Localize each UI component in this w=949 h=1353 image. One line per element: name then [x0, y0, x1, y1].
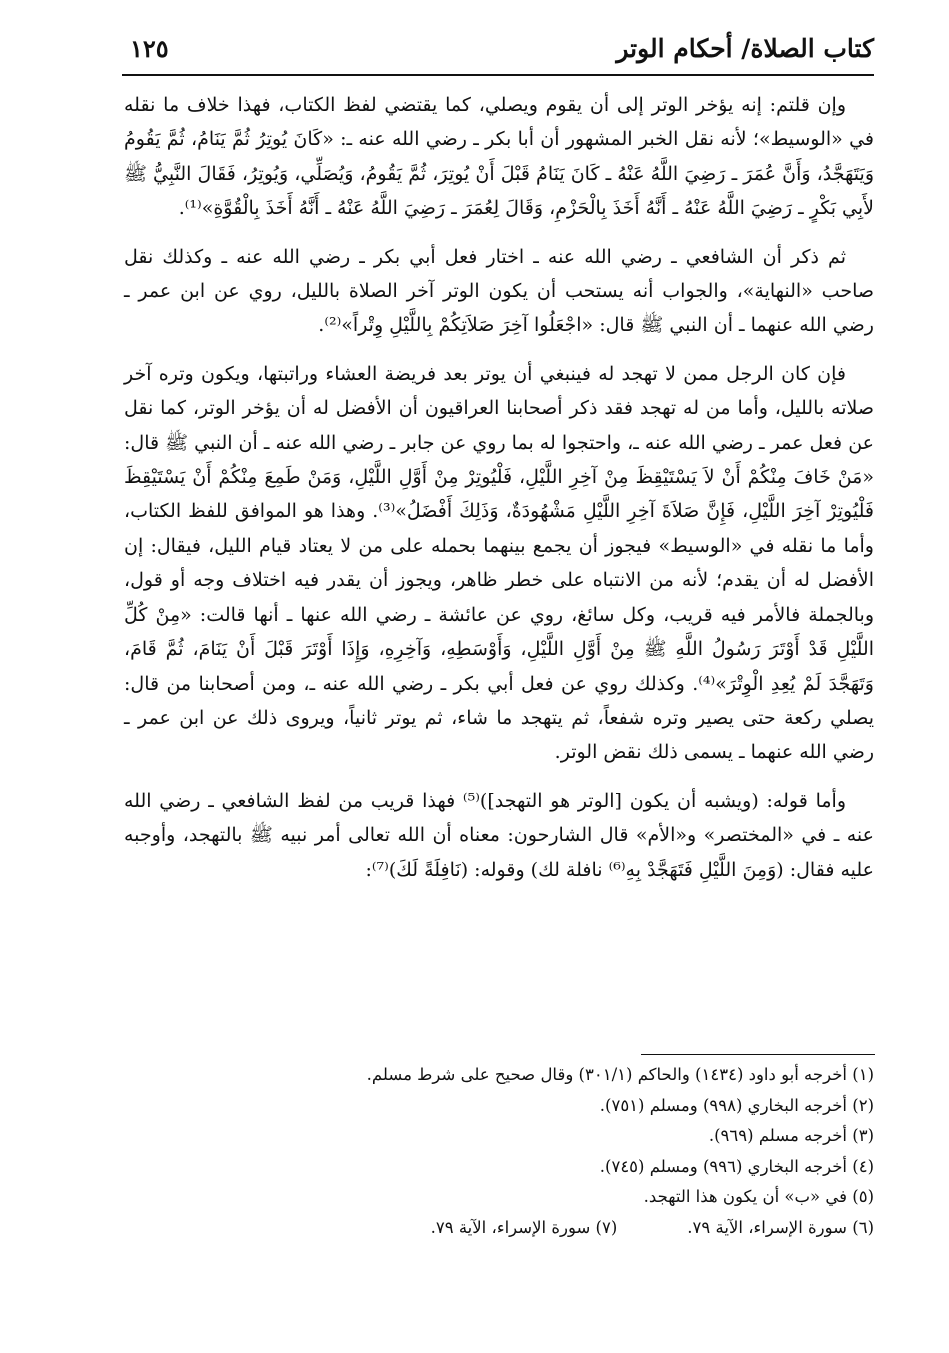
footnote-separator — [641, 1054, 875, 1055]
footnote-3: (٣) أخرجه مسلم (٩٦٩). — [708, 1126, 874, 1146]
footnotes — [124, 1060, 874, 1244]
footnote-4: (٤) أخرجه البخاري (٩٩٦) ومسلم (٧٤٥). — [599, 1156, 874, 1176]
footnote-row-6-7 — [124, 1213, 874, 1244]
footnote-2: (٢) أخرجه البخاري (٩٩٨) ومسلم (٧٥١). — [599, 1095, 874, 1115]
paragraph-2: ثم ذكر أن الشافعي ـ رضي الله عنه ـ اختار فعل أبي بكر ـ رضي الله عنه ـ وكذلك نقل صاحب «النهاية»، والجواب أنه يستحب أن يكون الوتر آخر الصلاة بالليل، روي عن ابن عمر ـ رضي الله عنهما ـ أن النبي ﷺ قال: «اجْعَلُوا آخِرَ صَلاَتِكُمْ بِاللَّيْلِ وِتْراً»⁽²⁾. — [124, 245, 874, 337]
footnote-6: (٦) سورة الإسراء، الآية ٧٩. — [687, 1217, 874, 1237]
paragraph-3: فإن كان الرجل ممن لا تهجد له فينبغي أن يوتر بعد فريضة العشاء وراتبتها، ويكون وتره آخر صلاته بالليل، وأما من له تهجد فقد ذكر أصحابنا العراقيون أن الأفضل له أن يؤخر الوتر، كما نقل عن فعل عمر ـ رضي الله عنه ـ، واحتجوا له بما روي عن جابر ـ رضي الله عنه ـ أن النبي ﷺ قال: «مَنْ خَافَ مِنْكُمْ أَنْ لاَ يَسْتَيْقِظَ مِنْ آخِرِ اللَّيْلِ، فَلْيُوتِرْ مِنْ أَوَّلِ اللَّيْلِ، وَمَنْ طَمِعَ مِنْكُمْ أَنْ يَسْتَيْقِظَ فَلْيُوتِرْ آخِرَ اللَّيْلِ، فَإِنَّ صَلاَةَ آخِرِ اللَّيْلِ مَشْهُودَةٌ، وَذَلِكَ أَفْضَلُ»⁽³⁾. وهذا هو الموافق للفظ الكتاب، وأما ما نقله في «الوسيط» فيجوز أن يجمع بينهما بحمله على من لا يعتاد قيام الليل، فيقال: إن الأفضل له أن يقدم؛ لأنه من الانتباه على خطر ظاهر، ويجوز أن يقدر فيه اختلاف وجه أو قول، وبالجملة فالأمر فيه قريب، وكل سائغ، روي عن عائشة ـ رضي الله عنها ـ أنها قالت: «مِنْ كُلِّ اللَّيْلِ قَدْ أَوْتَرَ رَسُولُ اللَّهِ ﷺ مِنْ أَوَّلِ اللَّيْلِ، وَأَوْسَطِهِ، وَآخِرِهِ، وَإِذَا أَوْتَرَ قَبْلَ أَنْ يَنَامَ، ثُمَّ قَامَ، وَتَهَجَّدَ لَمْ يُعِدِ الْوِتْرَ»⁽⁴⁾. وكذلك روي عن فعل أبي بكر ـ رضي الله عنه ـ، ومن أصحابنا من قال: يصلي ركعة حتى يصير وتره شفعاً، ثم يتهجد ما شاء، ثم يوتر ثانياً، ويروى ذلك عن ابن عمر ـ رضي الله عنهما ـ يسمى ذلك نقض الوتر. — [124, 362, 874, 764]
paragraph-4: وأما قوله: (ويشبه أن يكون [الوتر هو التهجد])⁽⁵⁾ فهذا قريب من لفظ الشافعي ـ رضي الله عنه ـ في «المختصر» و«الأم» قال الشارحون: معناه أن الله تعالى أمر نبيه ﷺ بالتهجد، وأوجبه عليه فقال: (وَمِنَ اللَّيْلِ فَتَهَجَّدْ بِهِ⁽⁶⁾ نافلة لك) وقوله: (نَافِلَةً لَكَ)⁽⁷⁾: — [124, 789, 874, 881]
footnote-1: (١) أخرجه أبو داود (١٤٣٤) والحاكم (٣٠١/١) وقال صحيح على شرط مسلم. — [366, 1065, 874, 1084]
footnote-7: (٧) سورة الإسراء، الآية ٧٩. — [430, 1217, 618, 1237]
running-header — [122, 30, 874, 76]
paragraph-1: وإن قلتم: إنه يؤخر الوتر إلى أن يقوم ويصلي، كما يقتضي لفظ الكتاب، فهذا خلاف ما نقله في «الوسيط»؛ لأنه نقل الخبر المشهور أن أبا بكر ـ رضي الله عنه ـ: «كَانَ يُوتِرُ ثُمَّ يَنَامُ، ثُمَّ يَقُومُ وَيَتَهَجَّدُ، وَأَنَّ عُمَرَ ـ رَضِيَ اللَّهُ عَنْهُ ـ كَانَ يَنَامُ قَبْلَ أَنْ يُوتِرَ، ثُمَّ يَقُومُ، وَيُصَلِّي، وَيُوتِرُ، فَقَالَ النَّبِيُّ ﷺ لأَبِي بَكْرٍ ـ رَضِيَ اللَّهُ عَنْهُ ـ أَنَّهُ أَخَذَ بِالْحَزْمِ، وَقَالَ لِعُمَرَ ـ رَضِيَ اللَّهُ عَنْهُ ـ أَنَّهُ أَخَذَ بِالْقُوَّةِ»⁽¹⁾. — [124, 94, 874, 220]
page-number: ١٢٥ — [130, 34, 169, 63]
footnote-5: (٥) في «ب» أن يكون هذا التهجد. — [643, 1187, 874, 1207]
header-title: كتاب الصلاة/ أحكام الوتر — [616, 34, 874, 63]
main-text — [124, 88, 874, 887]
